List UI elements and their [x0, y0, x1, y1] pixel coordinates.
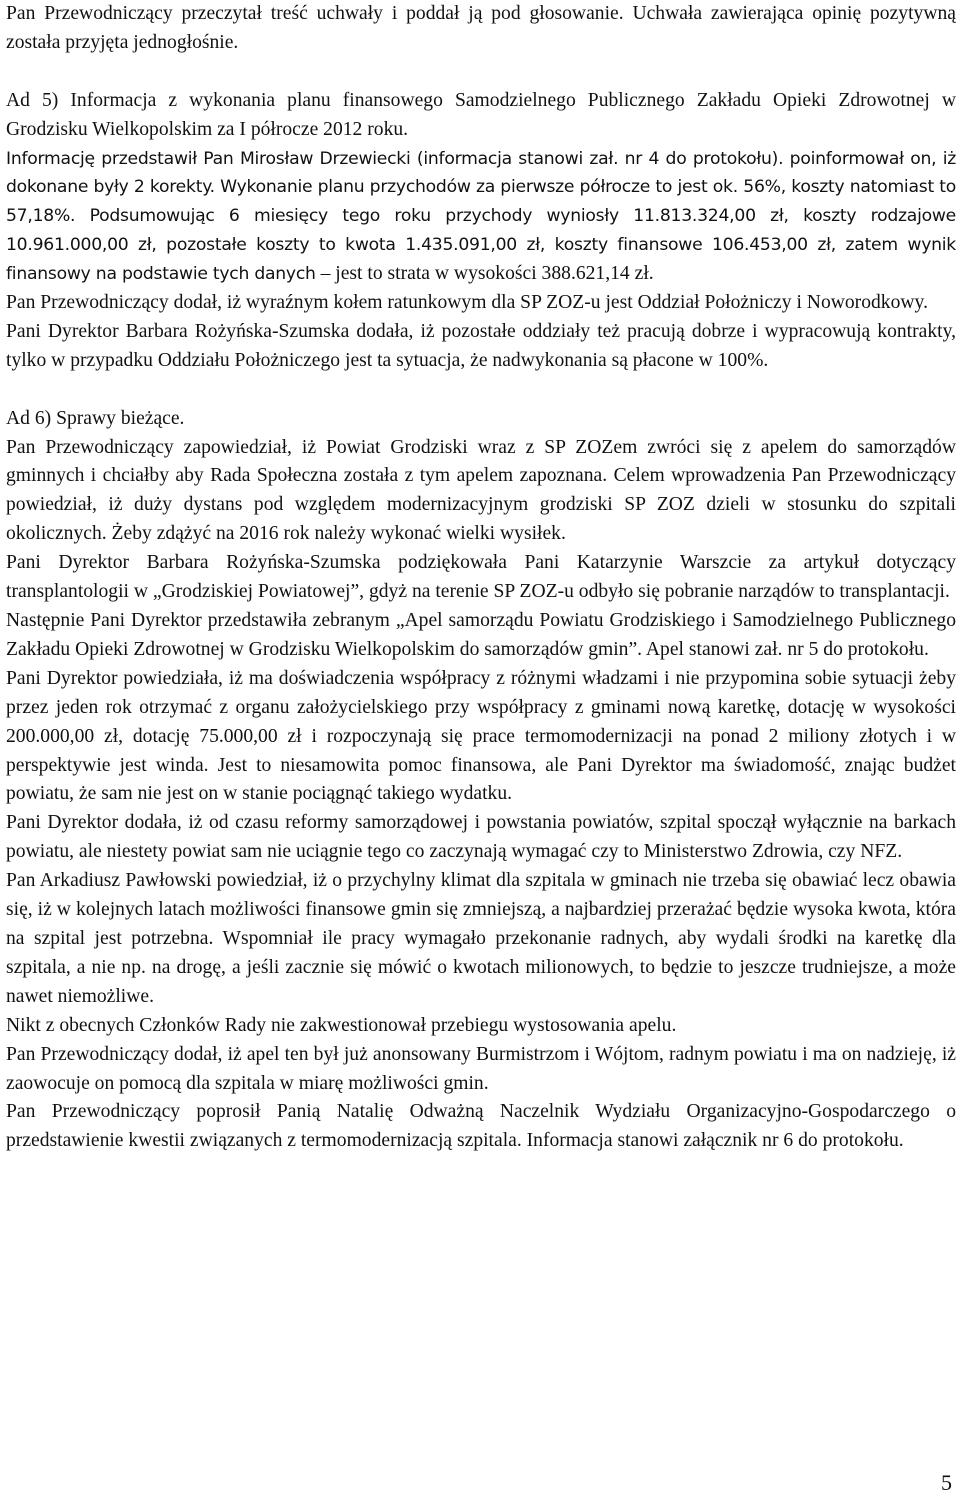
paragraph: [6, 318, 956, 376]
paragraph-gap: [6, 376, 956, 405]
paragraph-text: Ad 6) Sprawy bieżące.: [6, 407, 185, 429]
paragraph: [6, 1098, 956, 1156]
paragraph-text: Pan Przewodniczący dodał, iż apel ten był już anonsowany Burmistrzom i Wójtom, radnym powiatu i ma on nadzieję, iż zaowocuje on pomocą dla szpitala w miarę możliwości gmin.: [6, 1043, 956, 1094]
paragraph: [6, 607, 956, 665]
paragraph: [6, 867, 956, 1012]
paragraph: [6, 0, 956, 58]
paragraph-text: Pan Przewodniczący zapowiedział, iż Powiat Grodziski wraz z SP ZOZem zwróci się z apelem do samorządów gminnych i chciałby aby Rada Społeczna została z tym apelem zapoznana. Celem wprowadzenia Pan Przewodniczący powiedział, iż duży dystans pod względem modernizacyjnym grodziski SP ZOZ dzieli w stosunku do szpitali okolicznych. Żeby zdążyć na 2016 rok należy wykonać wielki wysiłek.: [6, 436, 956, 545]
paragraph: [6, 289, 956, 318]
paragraph-text: Pani Dyrektor Barbara Rożyńska-Szumska podziękowała Pani Katarzynie Warszcie za artykuł dotyczący transplantologii w „Grodziskiej Powiatowej”, gdyż na terenie SP ZOZ-u odbyło się pobranie narządów to transplantacji.: [6, 552, 956, 603]
paragraph: [6, 145, 956, 290]
paragraph: [6, 809, 956, 867]
paragraph-text: Pani Dyrektor Barbara Rożyńska-Szumska dodała, iż pozostałe oddziały też pracują dobrze i wypracowują kontrakty, tylko w przypadku Oddziału Położniczego jest ta sytuacja, że nadwykonania są płacone w 100%.: [6, 320, 956, 371]
paragraph-text: Ad 5) Informacja z wykonania planu finansowego Samodzielnego Publicznego Zakładu Opieki Zdrowotnej w Grodzisku Wielkopolskim za I półrocze 2012 roku.: [6, 89, 956, 140]
paragraph: [6, 87, 956, 145]
document-body: [6, 0, 956, 1156]
paragraph: [6, 1041, 956, 1099]
paragraph-text: Pan Przewodniczący poprosił Panią Natalię Odważną Naczelnik Wydziału Organizacyjno-Gospodarczego o przedstawienie kwestii związanych z termomodernizacją szpitala. Informacja stanowi załącznik nr 6 do protokołu.: [6, 1101, 956, 1152]
page-number: 5: [941, 1470, 952, 1495]
paragraph-text: – jest to strata w wysokości 388.621,14 zł.: [315, 263, 654, 285]
paragraph-text: Pan Przewodniczący przeczytał treść uchwały i poddał ją pod głosowanie. Uchwała zawierająca opinię pozytywną została przyjęta jednogłośnie.: [6, 3, 956, 53]
paragraph: [6, 549, 956, 607]
paragraph-text: Pani Dyrektor dodała, iż od czasu reformy samorządowej i powstania powiatów, szpital spoczął wyłącznie na barkach powiatu, ale niestety powiat sam nie uciągnie tego co zaczynają wymagać czy to Ministerstwo Zdrowia, czy NFZ.: [6, 812, 956, 863]
paragraph-text: Następnie Pani Dyrektor przedstawiła zebranym „Apel samorządu Powiatu Grodziskiego i Samodzielnego Publicznego Zakładu Opieki Zdrowotnej w Grodzisku Wielkopolskim do samorządów gmin”. Apel stanowi zał. nr 5 do protokołu.: [6, 610, 956, 660]
paragraph-gap: [6, 58, 956, 87]
paragraph-text: Pani Dyrektor powiedziała, iż ma doświadczenia współpracy z różnymi władzami i nie przypomina sobie sytuacji żeby przez jeden rok otrzymać z organu założycielskiego przy współpracy z gminami nową karetkę, dotację w wysokości 200.000,00 zł, dotację 75.000,00 zł i rozpoczynają się prace termomodernizacji na ponad 2 miliony złotych i w perspektywie jest winda. Jest to niesamowita pomoc finansowa, ale Pani Dyrektor ma świadomość, znając budżet powiatu, że sam nie jest on w stanie pociągnąć takiego wydatku.: [6, 667, 956, 805]
paragraph-text: Nikt z obecnych Członków Rady nie zakwestionował przebiegu wystosowania apelu.: [6, 1014, 677, 1036]
paragraph-text: Pan Arkadiusz Pawłowski powiedział, iż o przychylny klimat dla szpitala w gminach nie trzeba się obawiać lecz obawia się, iż w kolejnych latach możliwości finansowe gmin się zmniejszą, a najbardziej przerażać będzie wysoka kwota, która na szpital jest potrzebna. Wspomniał ile pracy wymagało przekonanie radnych, aby wydali środki na karetkę dla szpitala, a nie np. na drogę, a jeśli zacznie się mówić o kwotach milionowych, to będzie to jeszcze trudniejsze, a może nawet niemożliwe.: [6, 870, 956, 1007]
paragraph: [6, 665, 956, 810]
paragraph: [6, 1012, 956, 1041]
paragraph-text: Pan Przewodniczący dodał, iż wyraźnym kołem ratunkowym dla SP ZOZ-u jest Oddział Położniczy i Noworodkowy.: [6, 292, 928, 314]
paragraph: [6, 405, 956, 434]
paragraph: [6, 434, 956, 550]
paragraph-text: Informację przedstawił Pan Mirosław Drzewiecki (informacja stanowi zał. nr 4 do protokołu). poinformował on, iż dokonane były 2 korekty. Wykonanie planu przychodów za pierwsze półrocze to jest ok. 56%, koszty natomiast to 57,18%. Podsumowując 6 miesięcy tego roku przychody wyniosły 11.813.324,00 zł, koszty rodzajowe 10.961.000,00 zł, pozostałe koszty to kwota 1.435.091,00 zł, koszty finansowe 106.453,00 zł, zatem wynik finansowy na podstawie tych danych: [6, 148, 956, 285]
